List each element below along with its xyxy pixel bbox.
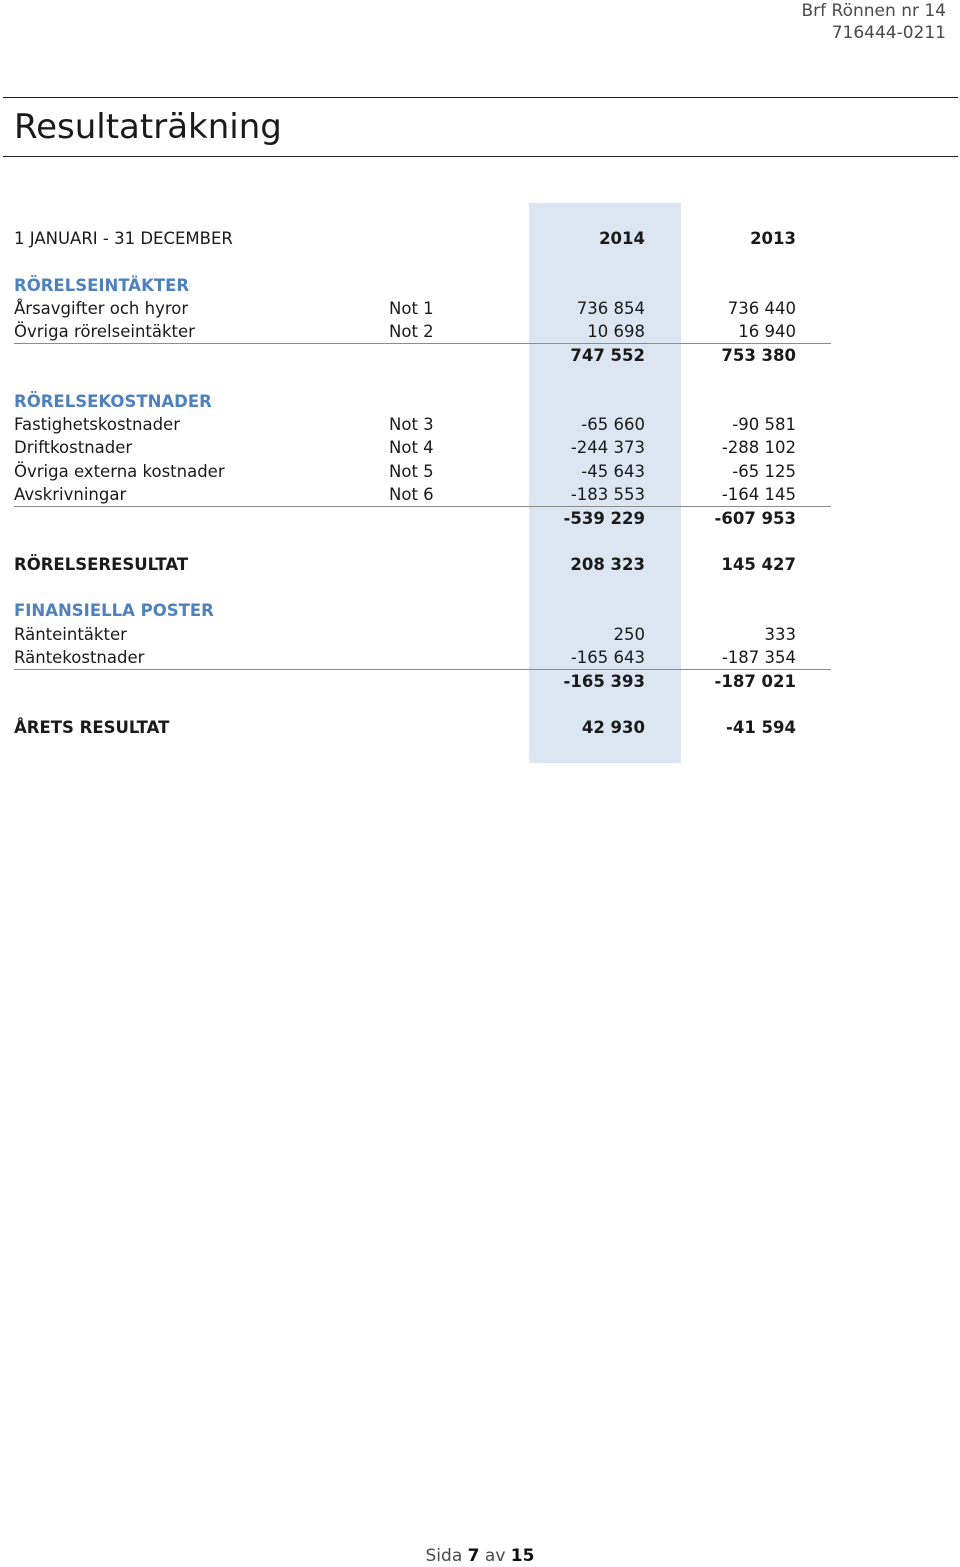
section-heading-income: RÖRELSEINTÄKTER (14, 276, 190, 295)
year-current-header: 2014 (599, 229, 645, 248)
note-ref: Not 2 (389, 322, 434, 341)
org-number: 716444-0211 (831, 23, 946, 43)
year-previous-header: 2013 (750, 229, 796, 248)
table-row: Räntekostnader -165 643 -187 354 (14, 648, 796, 667)
table-row: Avskrivningar Not 6 -183 553 -164 145 (0, 483, 960, 507)
period-header-row (0, 227, 960, 251)
page-title: Resultaträkning (14, 107, 282, 147)
note-ref: Not 3 (389, 415, 434, 434)
note-ref: Not 5 (389, 462, 434, 481)
period-label: 1 JANUARI - 31 DECEMBER (14, 229, 233, 248)
page-prefix: Sida (425, 1546, 463, 1566)
subtotal-row-income: 747 552 753 380 (570, 346, 796, 365)
org-name: Brf Rönnen nr 14 (801, 1, 946, 21)
section-heading-costs: RÖRELSEKOSTNADER (14, 392, 212, 411)
subtotal-row-costs: -539 229 -607 953 (563, 509, 796, 528)
year-result-row: ÅRETS RESULTAT 42 930 -41 594 (14, 718, 796, 737)
operating-result-row: RÖRELSERESULTAT 208 323 145 427 (14, 555, 796, 574)
table-row: Övriga rörelseintäkter Not 2 10 698 16 940 (0, 320, 960, 344)
note-ref: Not 6 (389, 485, 434, 504)
note-ref: Not 4 (389, 438, 434, 457)
page-footer (0, 1545, 960, 1567)
page-separator: av (484, 1546, 506, 1566)
page-current: 7 (467, 1546, 480, 1566)
table-row: Årsavgifter och hyror Not 1 736 854 736 440 (0, 297, 960, 321)
note-ref: Not 1 (389, 299, 434, 318)
table-row: Övriga externa kostnader Not 5 -45 643 -65 125 (0, 460, 960, 484)
subtotal-row-financial: -165 393 -187 021 (563, 672, 796, 691)
table-row: Ränteintäkter 250 333 (14, 625, 796, 644)
section-heading-financial: FINANSIELLA POSTER (14, 601, 214, 620)
table-row: Fastighetskostnader Not 3 -65 660 -90 581 (0, 413, 960, 437)
table-row: Driftkostnader Not 4 -244 373 -288 102 (0, 436, 960, 460)
page-total: 15 (510, 1546, 535, 1566)
